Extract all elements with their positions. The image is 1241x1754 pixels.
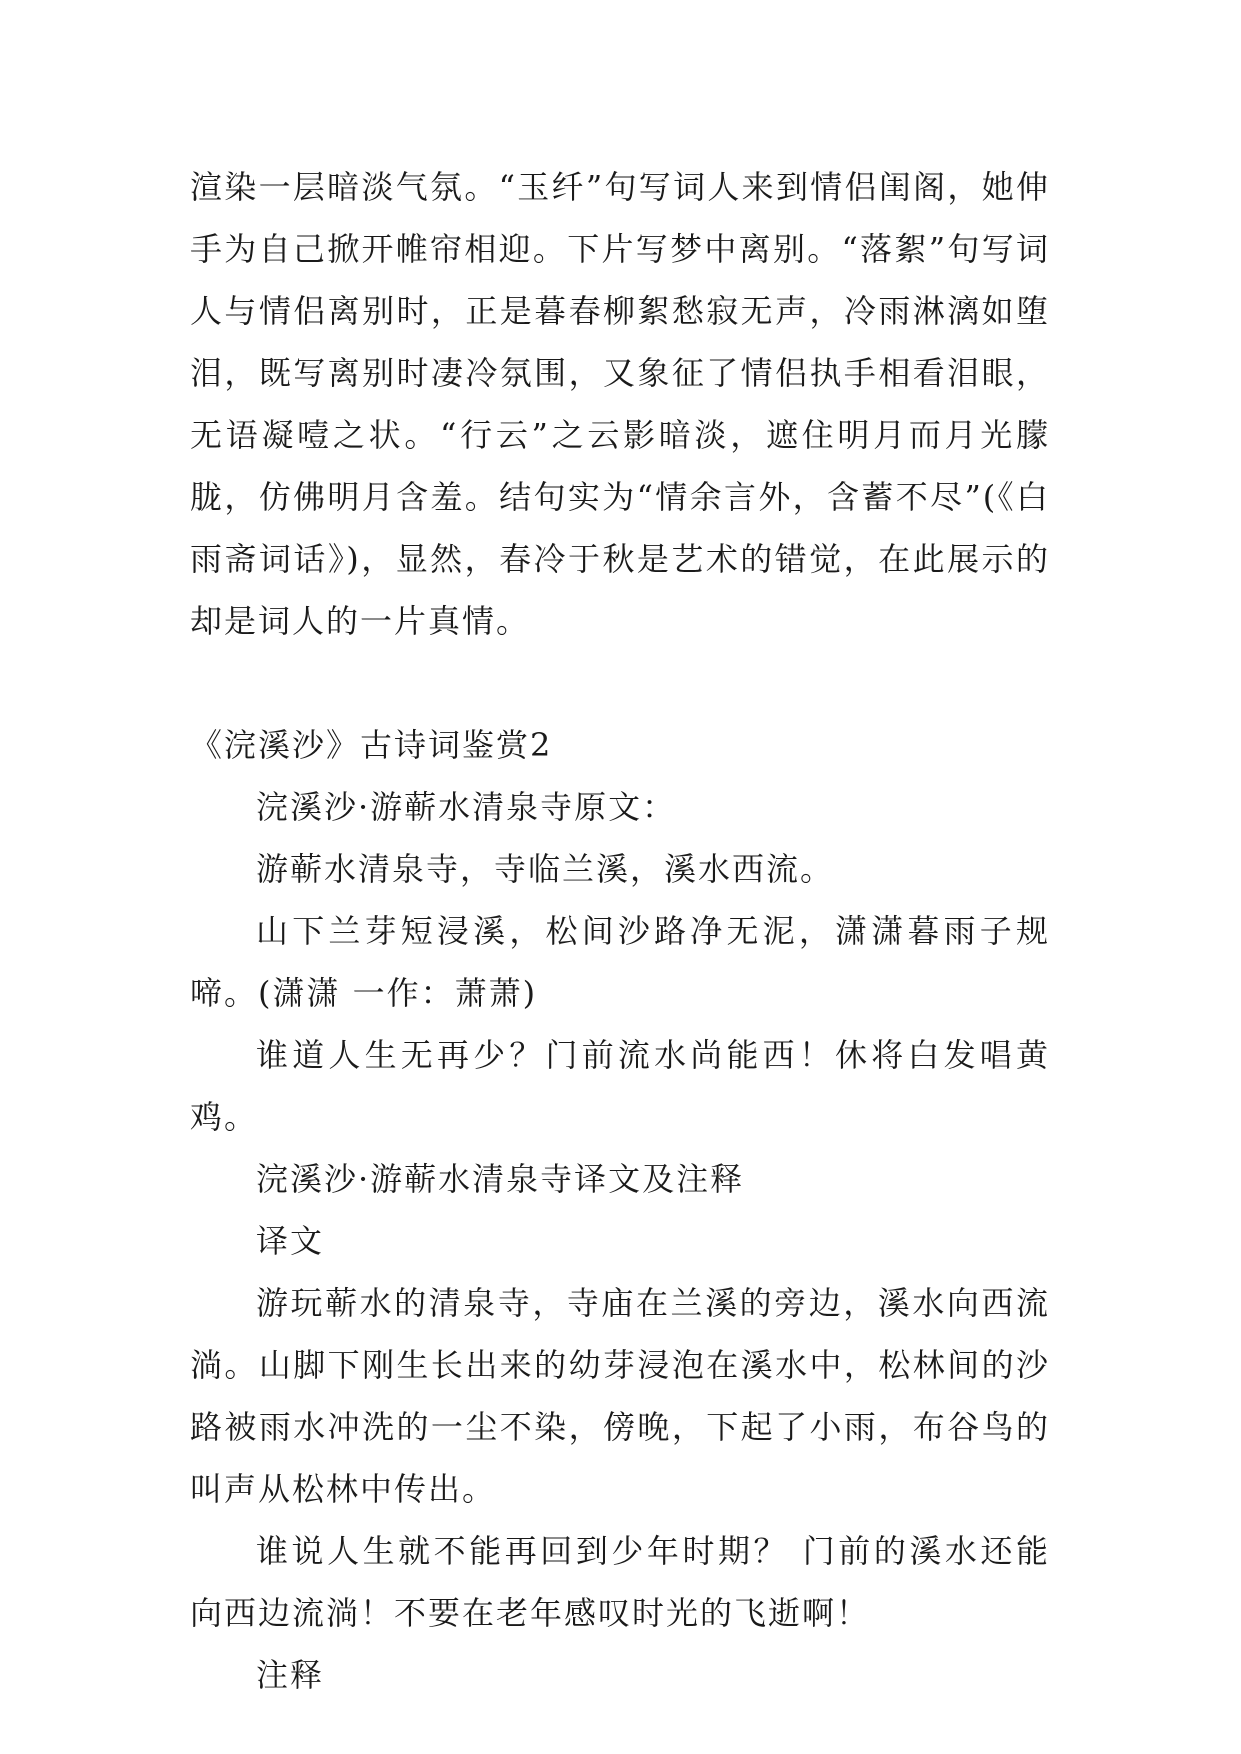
translation-label: 译文 [256, 1222, 325, 1260]
commentary-paragraph: 渲染一层暗淡气氛。“玉纤”句写词人来到情侣闺阁，她伸手为自己掀开帷帘相迎。下片写梦中离别。“落絮”句写词人与情侣离别时，正是暮春柳絮愁寂无声，冷雨淋漓如堕泪，既写离别时凄冷氛围，又象征了情侣执手相看泪眼，无语凝噎之状。“行云”之云影暗淡，遮住明月而月光朦胧，仿佛明月含羞。结句实为“情余言外，含蓄不尽”(《白雨斋词话》)，显然，春冷于秋是艺术的错觉，在此展示的却是词人的一片真情。 [190, 168, 1050, 640]
poem-line-1: 山下兰芽短浸溪，松间沙路净无泥，潇潇暮雨子规啼。(潇潇 一作：萧萧) [190, 912, 1050, 1012]
translation-paragraph-2: 谁说人生就不能再回到少年时期？ 门前的溪水还能向西边流淌！不要在老年感叹时光的飞逝啊！ [190, 1532, 1050, 1632]
section-heading: 《浣溪沙》古诗词鉴赏2 [190, 726, 553, 764]
poem-title: 浣溪沙·游蕲水清泉寺原文： [256, 788, 677, 826]
translation-paragraph-1: 游玩蕲水的清泉寺，寺庙在兰溪的旁边，溪水向西流淌。山脚下刚生长出来的幼芽浸泡在溪水中，松林间的沙路被雨水冲洗的一尘不染，傍晚，下起了小雨，布谷鸟的叫声从松林中传出。 [190, 1284, 1050, 1508]
poem-preface: 游蕲水清泉寺，寺临兰溪，溪水西流。 [256, 850, 835, 888]
poem-line-2: 谁道人生无再少？门前流水尚能西！休将白发唱黄鸡。 [190, 1036, 1050, 1136]
document-body [190, 156, 1050, 1706]
notes-label: 注释 [256, 1656, 325, 1694]
translation-heading: 浣溪沙·游蕲水清泉寺译文及注释 [256, 1160, 745, 1198]
